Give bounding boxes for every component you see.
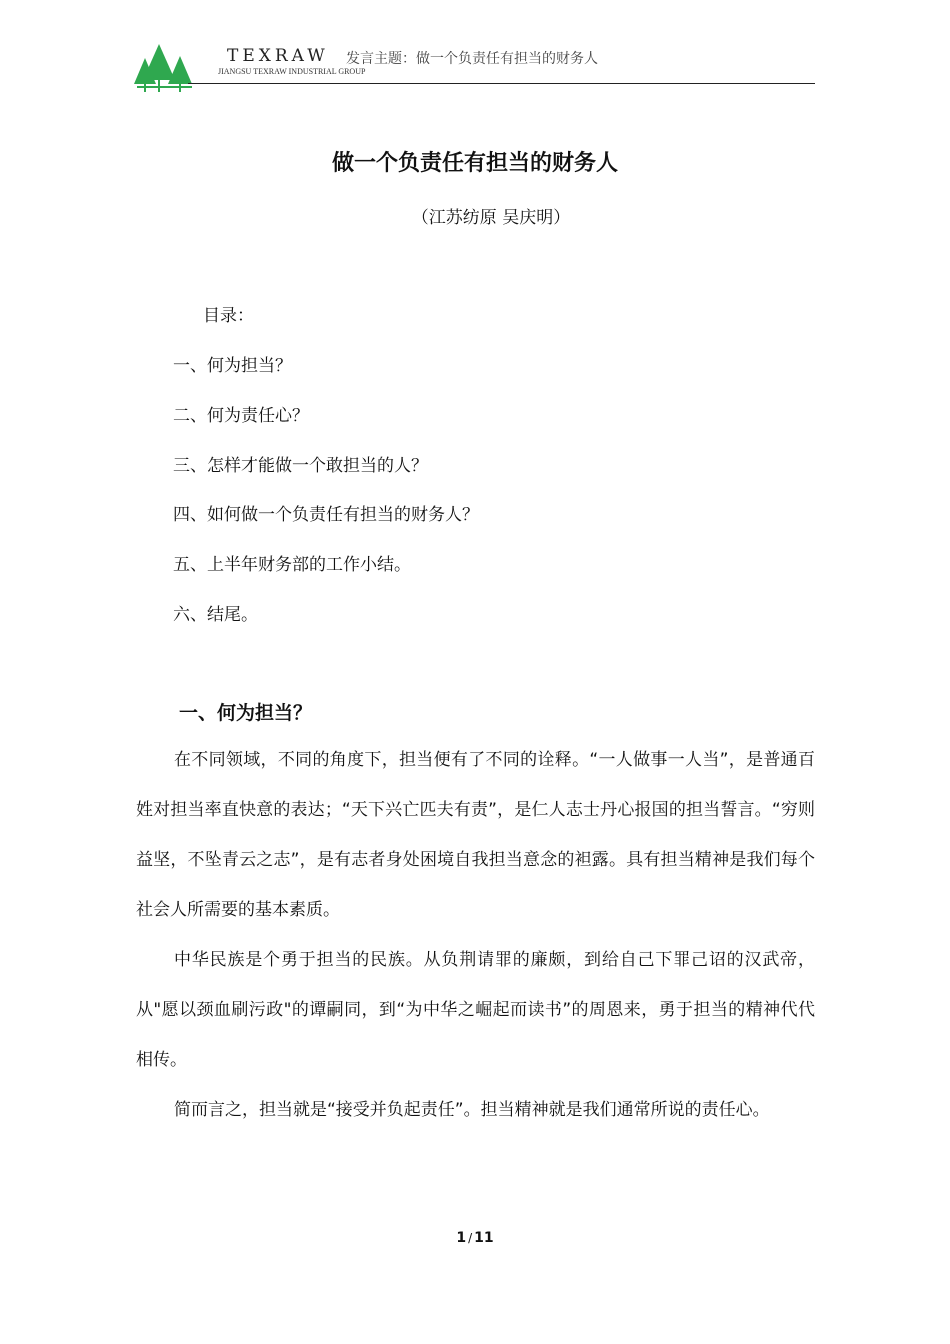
toc-item: 六、结尾。	[173, 605, 258, 625]
header-divider	[188, 83, 815, 84]
tree-logo-icon	[134, 42, 194, 92]
toc-item: 三、怎样才能做一个敢担当的人？	[173, 456, 428, 476]
page-number	[0, 1230, 950, 1246]
toc-item: 二、何为责任心？	[173, 406, 309, 426]
document-author: （江苏纺原 吴庆明）	[411, 208, 571, 228]
body-paragraph: 在不同领域，不同的角度下，担当便有了不同的诠释。“一人做事一人当”，是普通百姓对担当率直快意的表达；“天下兴亡匹夫有责”，是仁人志士丹心报国的担当誓言。“穷则益坚，不坠青云之志”，是有志者身处困境自我担当意念的袒露。具有担当精神是我们每个社会人所需要的基本素质。	[136, 750, 815, 920]
brand-subtitle: JIANGSU TEXRAW INDUSTRIAL GROUP	[218, 67, 366, 76]
toc-label: 目录：	[203, 306, 254, 326]
page-total: 11	[474, 1230, 494, 1246]
brand-name: TEXRAW	[227, 46, 329, 66]
toc-item: 一、何为担当？	[173, 356, 292, 376]
section-heading: 一、何为担当？	[179, 702, 313, 724]
toc-item: 四、如何做一个负责任有担当的财务人？	[173, 505, 479, 525]
document-title: 做一个负责任有担当的财务人	[331, 151, 618, 176]
page-current: 1	[456, 1230, 467, 1246]
header-topic: 发言主题：做一个负责任有担当的财务人	[346, 51, 598, 67]
toc-item: 五、上半年财务部的工作小结。	[173, 555, 411, 575]
body-paragraph: 简而言之，担当就是“接受并负起责任”。担当精神就是我们通常所说的责任心。	[174, 1100, 770, 1120]
body-paragraph: 中华民族是个勇于担当的民族。从负荆请罪的廉颇，到给自己下罪己诏的汉武帝，从"愿以颈血刷污政"的谭嗣同，到“为中华之崛起而读书”的周恩来，勇于担当的精神代代相传。	[136, 950, 815, 1070]
page-separator: /	[468, 1231, 473, 1245]
page-header	[134, 42, 815, 88]
